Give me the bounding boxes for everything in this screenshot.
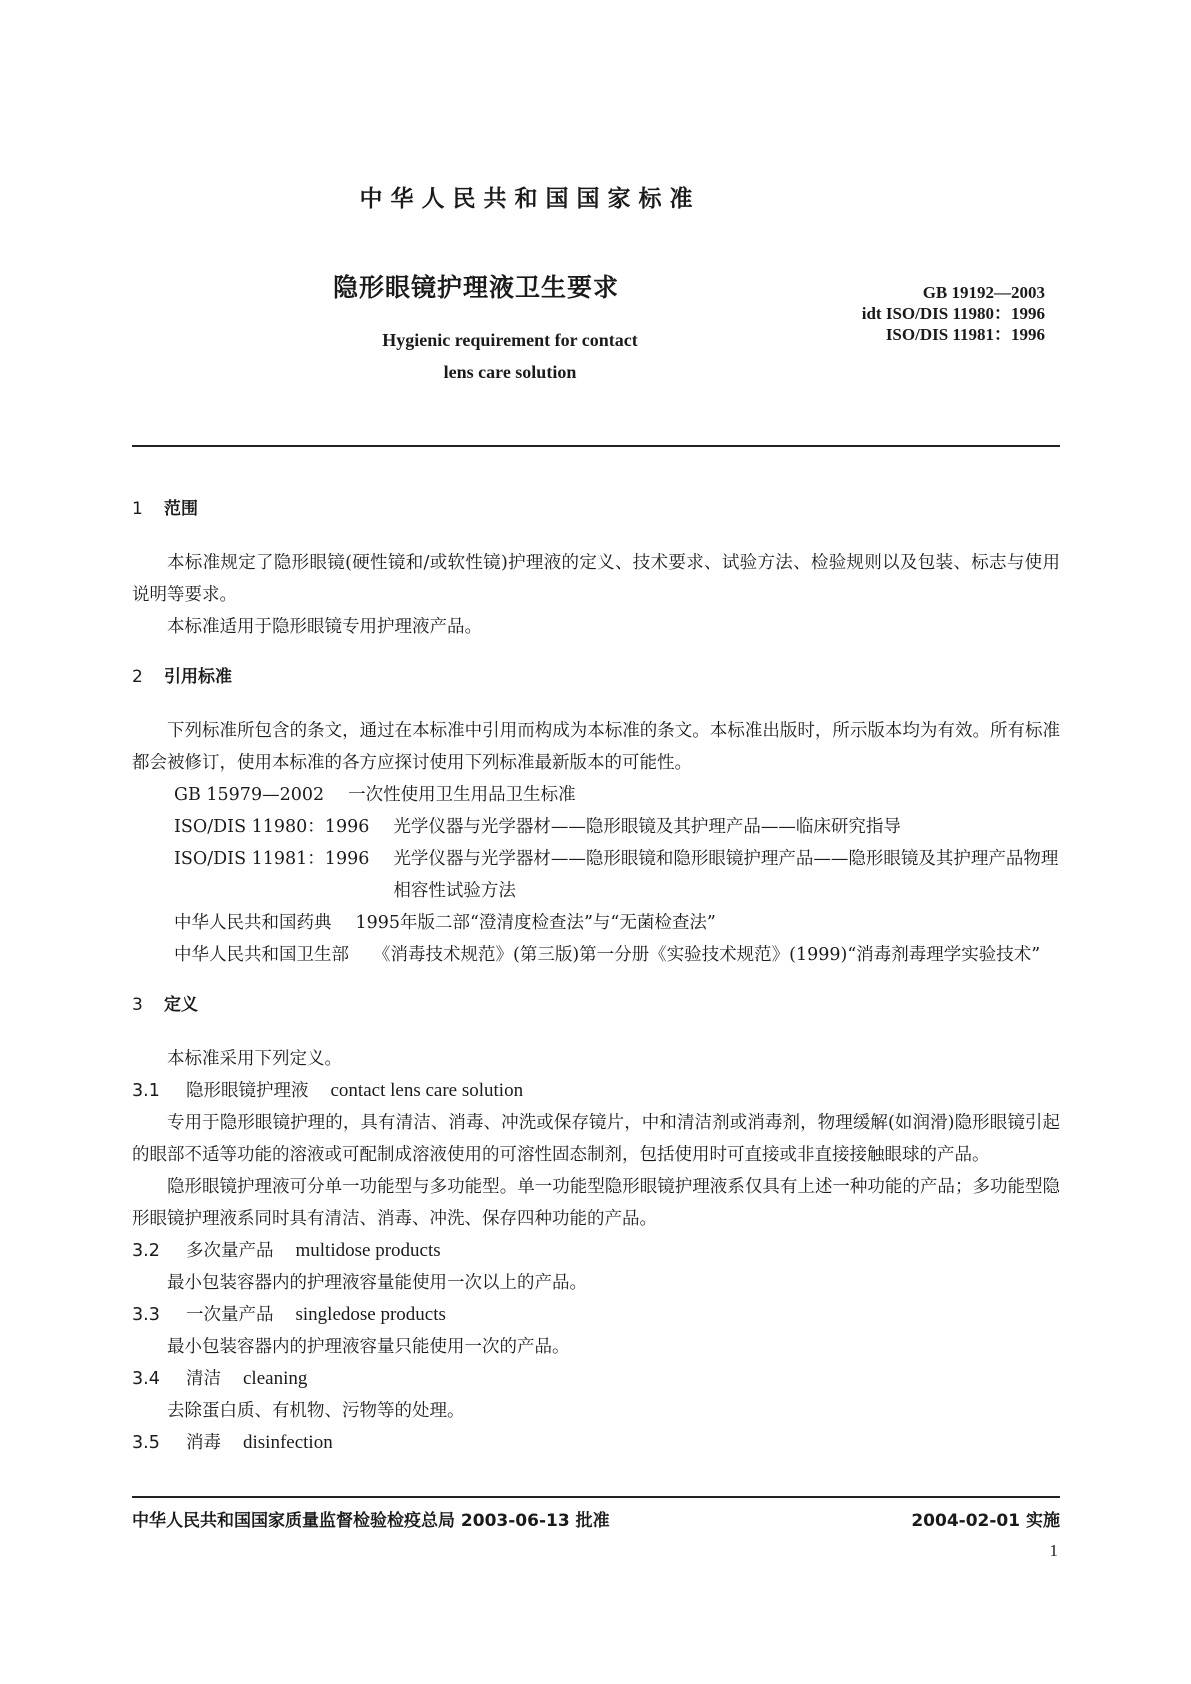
paragraph: 下列标准所包含的条文，通过在本标准中引用而构成为本标准的条文。本标准出版时，所示版本均为有效。所有标准都会被修订，使用本标准的各方应探讨使用下列标准最新版本的可能性。 [132,721,1060,773]
paragraph: 隐形眼镜护理液可分单一功能型与多功能型。单一功能型隐形眼镜护理液系仅具有上述一种功能的产品；多功能型隐形眼镜护理液系同时具有清洁、消毒、冲洗、保存四种功能的产品。 [132,1177,1060,1229]
definition-term: 3.3 一次量产品 singledose products [132,1304,446,1325]
paragraph: 专用于隐形眼镜护理的，具有清洁、消毒、冲洗或保存镜片，中和清洁剂或消毒剂，物理缓解(如润滑)隐形眼镜引起的眼部不适等功能的溶液或可配制成溶液使用的可溶性固态制剂，包括使用时可直接或非直接接触眼球的产品。 [132,1113,1060,1165]
title-en-line2: lens care solution [443,362,577,382]
document-title-en [330,324,690,388]
definition-term: 3.5 消毒 disinfection [132,1432,333,1453]
page-number: 1 [1049,1541,1058,1560]
reference-item: 中华人民共和国药典 1995年版二部“澄清度检查法”与“无菌检查法” [174,913,716,933]
paragraph: 本标准采用下列定义。 [167,1049,342,1069]
document-body [132,493,1060,1459]
reference-item: ISO/DIS 11980：1996 光学仪器与光学器材——隐形眼镜及其护理产品——临床研究指导 [174,817,901,837]
paragraph: 本标准规定了隐形眼镜(硬性镜和/或软性镜)护理液的定义、技术要求、试验方法、检验规则以及包装、标志与使用说明等要求。 [132,553,1060,605]
reference-item: GB 15979—2002 一次性使用卫生用品卫生标准 [174,785,576,805]
reference-item: 中华人民共和国卫生部 《消毒技术规范》(第三版)第一分册《实验技术规范》(1999)“消毒剂毒理学实验技术” [174,945,1041,965]
section-heading: 1 范围 [132,499,198,519]
definition-term: 3.4 清洁 cleaning [132,1368,308,1389]
standard-idt-2: ISO/DIS 11981：1996 [885,325,1045,344]
paragraph: 最小包装容器内的护理液容量只能使用一次的产品。 [167,1337,570,1357]
definition-term: 3.1 隐形眼镜护理液 contact lens care solution [132,1080,524,1101]
national-standard-heading: 中华人民共和国国家标准 [359,186,701,212]
effective-date: 2004-02-01 实施 [911,1511,1060,1531]
header-divider [132,445,1060,447]
standard-number: GB 19192—2003 [922,283,1045,302]
standard-idt: idt ISO/DIS 11980：1996 [861,304,1045,323]
title-en-line1: Hygienic requirement for contact [382,330,638,350]
definition-term: 3.2 多次量产品 multidose products [132,1240,441,1261]
approval-line: 中华人民共和国国家质量监督检验检疫总局 2003-06-13 批准 [132,1511,610,1531]
paragraph: 本标准适用于隐形眼镜专用护理液产品。 [167,617,482,637]
document-title-cn: 隐形眼镜护理液卫生要求 [333,273,620,302]
section-heading: 3 定义 [132,995,198,1015]
section-heading: 2 引用标准 [132,667,232,687]
standard-number-block [862,282,1045,345]
footer-divider [132,1496,1060,1498]
reference-item: ISO/DIS 11981：1996 光学仪器与光学器材——隐形眼镜和隐形眼镜护理产品——隐形眼镜及其护理产品物理相容性试验方法 [174,849,1059,901]
paragraph: 去除蛋白质、有机物、污物等的处理。 [167,1401,465,1421]
paragraph: 最小包装容器内的护理液容量能使用一次以上的产品。 [167,1273,587,1293]
